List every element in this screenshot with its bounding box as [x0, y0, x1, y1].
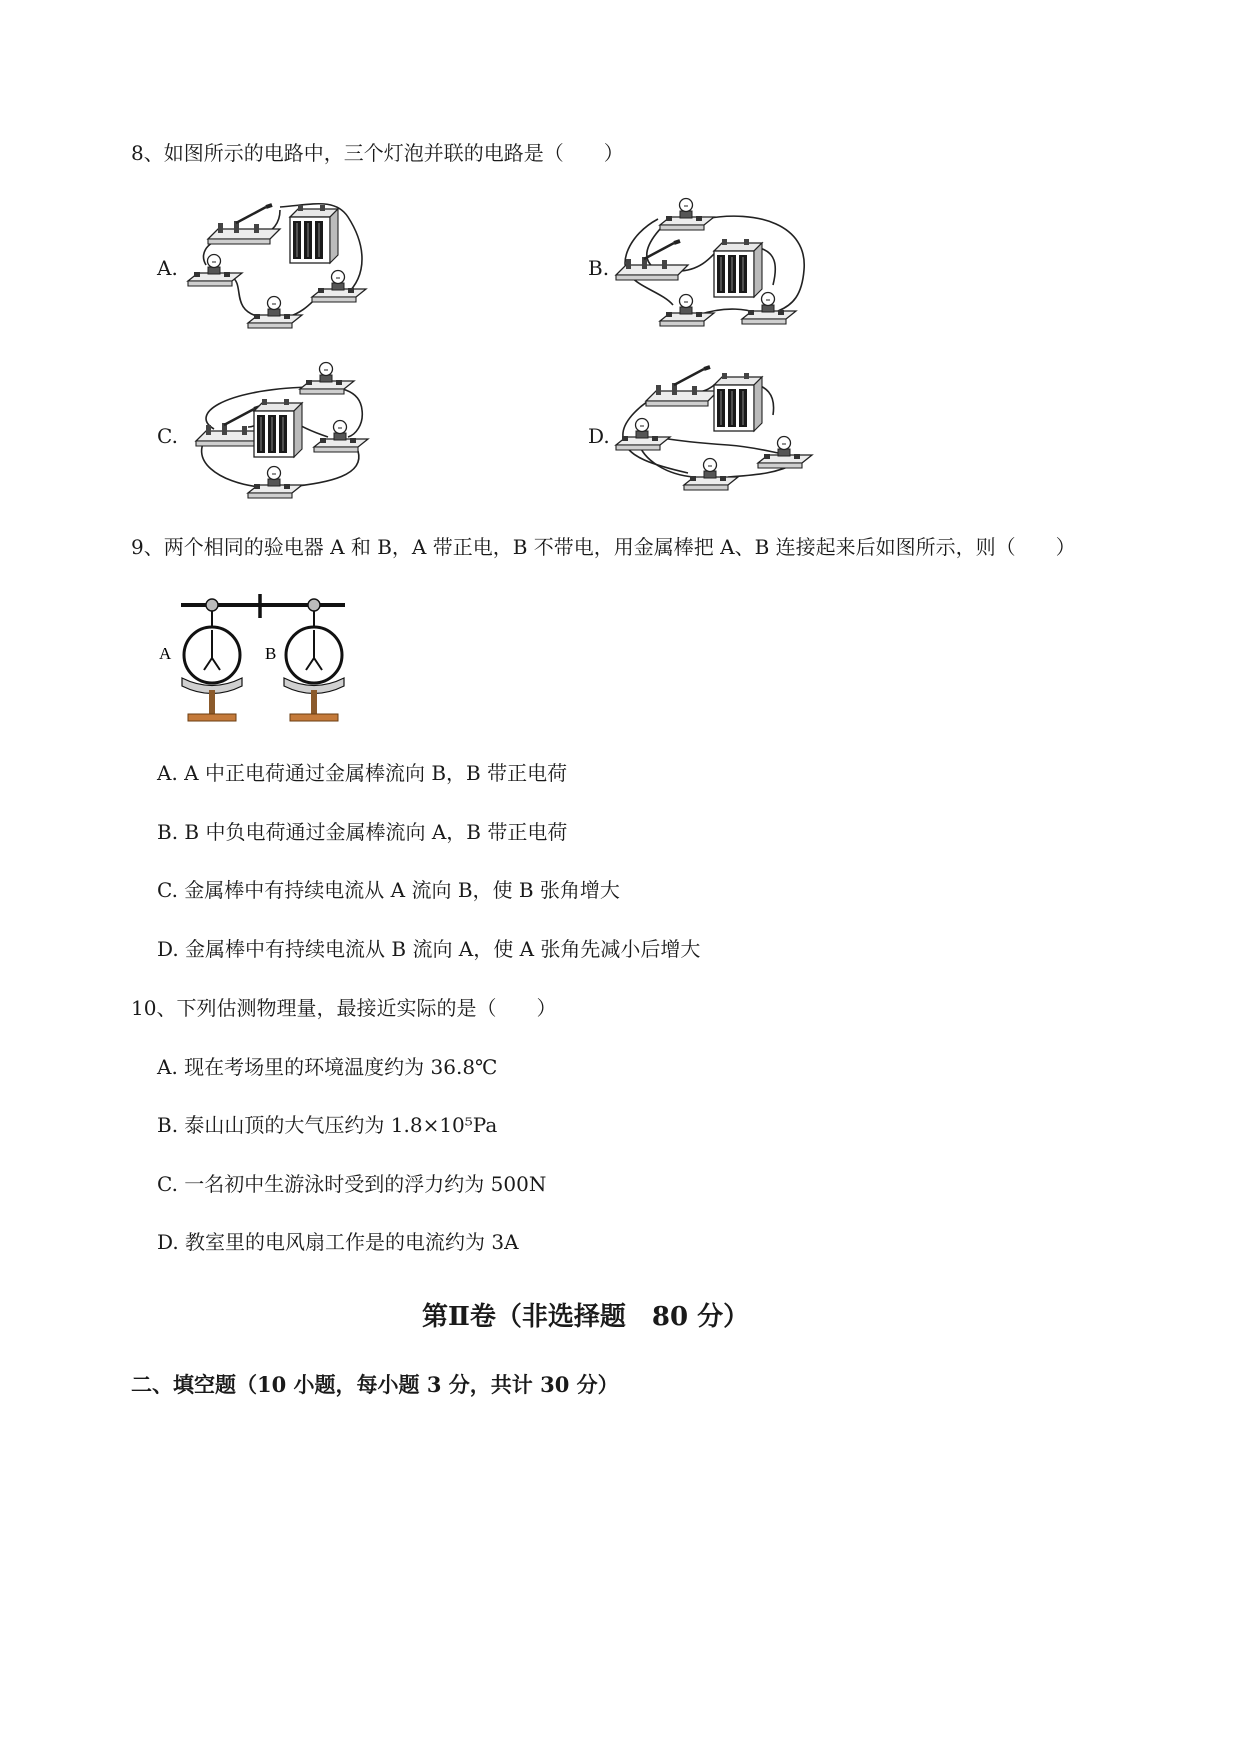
q8-option-d-label[interactable]: D. — [588, 424, 610, 448]
q8-option-a-label[interactable]: A. — [157, 256, 178, 280]
q8-stem: 8、如图所示的电路中，三个灯泡并联的电路是（ ） — [131, 141, 624, 165]
q9-stem: 9、两个相同的验电器 A 和 B，A 带正电，B 不带电，用金属棒把 A、B 连接起来后如图所示，则（ ） — [131, 535, 1076, 559]
q10-option-a[interactable]: A. 现在考场里的环境温度约为 36.8℃ — [157, 1055, 498, 1079]
electroscope-b-label: B — [265, 644, 277, 663]
q9-option-d[interactable]: D. 金属棒中有持续电流从 B 流向 A，使 A 张角先减小后增大 — [157, 937, 701, 961]
q10-stem: 10、下列估测物理量，最接近实际的是（ ） — [131, 996, 557, 1020]
q8-option-b-label[interactable]: B. — [588, 256, 610, 280]
q10-option-d[interactable]: D. 教室里的电风扇工作是的电流约为 3A — [157, 1230, 519, 1254]
q9-option-b[interactable]: B. B 中负电荷通过金属棒流向 A，B 带正电荷 — [157, 820, 568, 844]
q8-option-c-label[interactable]: C. — [157, 424, 178, 448]
q10-option-c[interactable]: C. 一名初中生游泳时受到的浮力约为 500N — [157, 1172, 547, 1196]
circuit-b-figure — [608, 195, 818, 335]
fill-in-part-heading: 二、填空题（10 小题，每小题 3 分，共计 30 分） — [131, 1372, 619, 1397]
q10-option-b[interactable]: B. 泰山山顶的大气压约为 1.8×10⁵Pa — [157, 1113, 498, 1137]
electroscope-a-label: A — [159, 644, 172, 663]
circuit-c-figure — [180, 365, 380, 505]
electroscope-figure — [155, 590, 355, 730]
q9-option-a[interactable]: A. A 中正电荷通过金属棒流向 B，B 带正电荷 — [157, 761, 568, 785]
circuit-d-figure — [608, 365, 818, 505]
section-2-title: 第Ⅱ卷（非选择题 80 分） — [422, 1302, 750, 1332]
q9-option-c[interactable]: C. 金属棒中有持续电流从 A 流向 B，使 B 张角增大 — [157, 878, 620, 902]
circuit-a-figure — [180, 195, 380, 335]
